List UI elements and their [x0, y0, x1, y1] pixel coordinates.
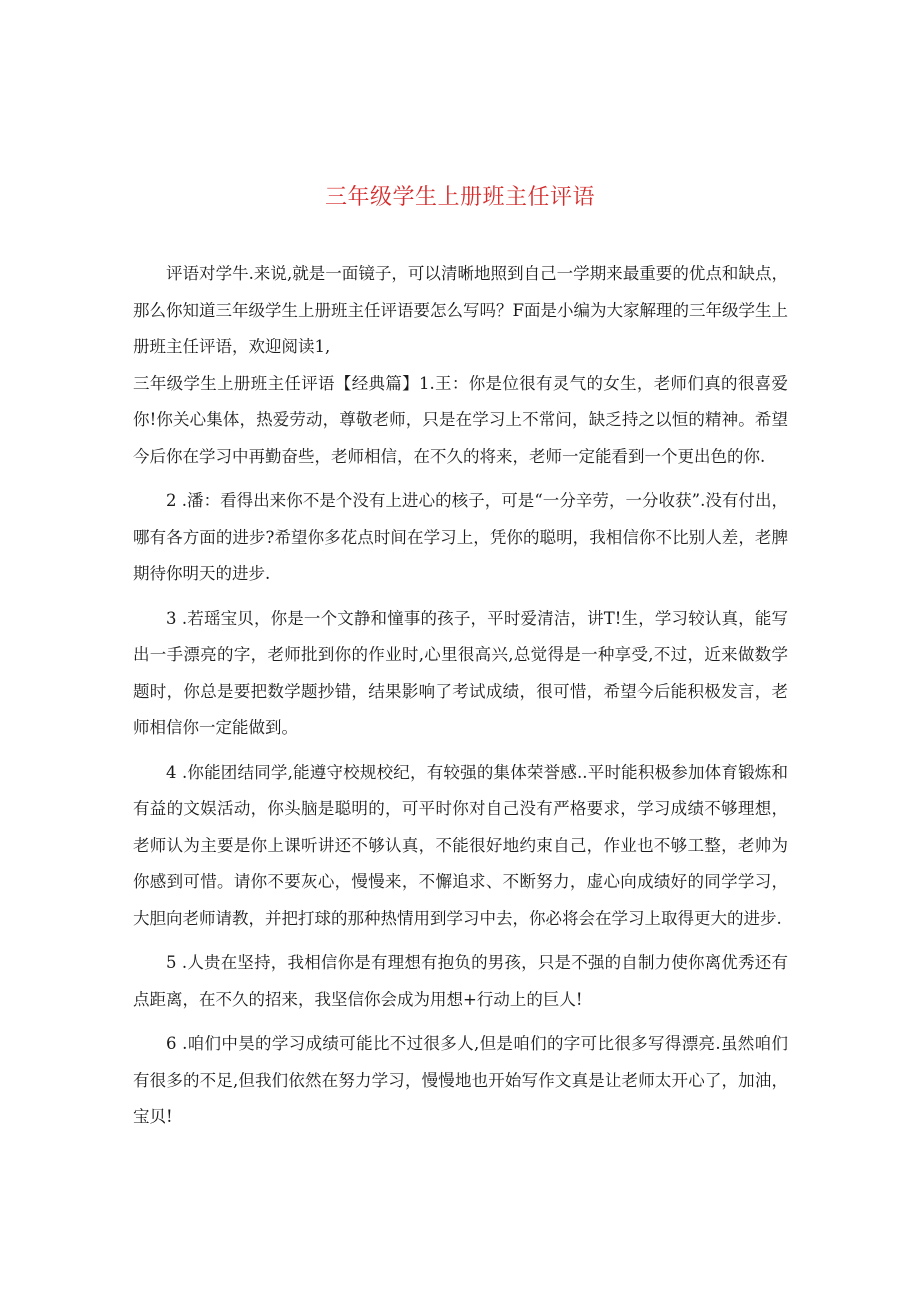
page-title: 三年级学生上册班主任评语 — [324, 185, 595, 210]
comment-paragraph-3: 3 .若瑶宝贝，你是一个文静和憧事的孩子，平时爱清洁，讲T!生，学习较认真，能写出一手漂亮的字，老师批到你的作业时,心里很高兴,总觉得是一种享受,不过，近来做数学题时，你总是要把数学题抄错，结果影响了考试成绩，很可惜，希望今后能积极发言，老师相信你一定能做到。 — [133, 608, 788, 737]
comment-paragraph-2: 2 .潘：看得出来你不是个没有上进心的核子，可是“一分辛劳，一分收获”.没有付出，哪有各方面的进步?希望你多花点时间在学习上，凭你的聪明，我相信你不比别人差，老脾期待你明天的进步. — [133, 491, 788, 583]
comment-paragraph-6: 6 .咱们中昊的学习成绩可能比不过很多人,但是咱们的字可比很多写得漂亮.虽然咱们有很多的不足,但我们依然在努力学习，慢慢地也开始写作文真是让老师太开心了，加油，宝贝! — [133, 1034, 788, 1126]
comment-paragraph-5: 5 .人贵在坚持，我相信你是有理想有抱负的男孩，只是不强的自制力使你离优秀还有点距离，在不久的招来，我坚信你会成为用想+行动上的巨人! — [133, 953, 788, 1009]
section-paragraph-1: 三年级学生上册班主任评语【经典篇】1.王：你是位很有灵气的女生，老师们真的很喜爱你!你关心集体，热爱劳动，尊敬老师，只是在学习上不常问，缺乏持之以恒的精神。希望今后你在学习中再勤奋些，老师相信，在不久的将来，老师一定能看到一个更出色的你. — [133, 373, 788, 466]
intro-paragraph: 评语对学牛.来说,就是一面镜子，可以清晰地照到自己一学期来最重要的优点和缺点，那么你知道三年级学生上册班主任评语要怎么写吗？F面是小编为大家解理的三年级学生上册班主任评语，欢迎阅读1, — [133, 264, 788, 356]
document-body — [133, 256, 788, 1144]
comment-paragraph-4: 4 .你能团结同学,能遵守校规校纪，有较强的集体荣誉感..平时能积极参加体育锻炼和有益的文娱活动，你头脑是聪明的，可平时你对自己没有严格要求，学习成绩不够理想，老师认为主要是你上课听讲还不够认真，不能很好地约束自己，作业也不够工整，老帅为你感到可惜。请你不要灰心，慢慢来，不懈追求、不断努力，虚心向成绩好的同学学习，大胆向老师请教，并把打球的那种热情用到学习中去，你必将会在学习上取得更大的进步. — [133, 762, 788, 928]
